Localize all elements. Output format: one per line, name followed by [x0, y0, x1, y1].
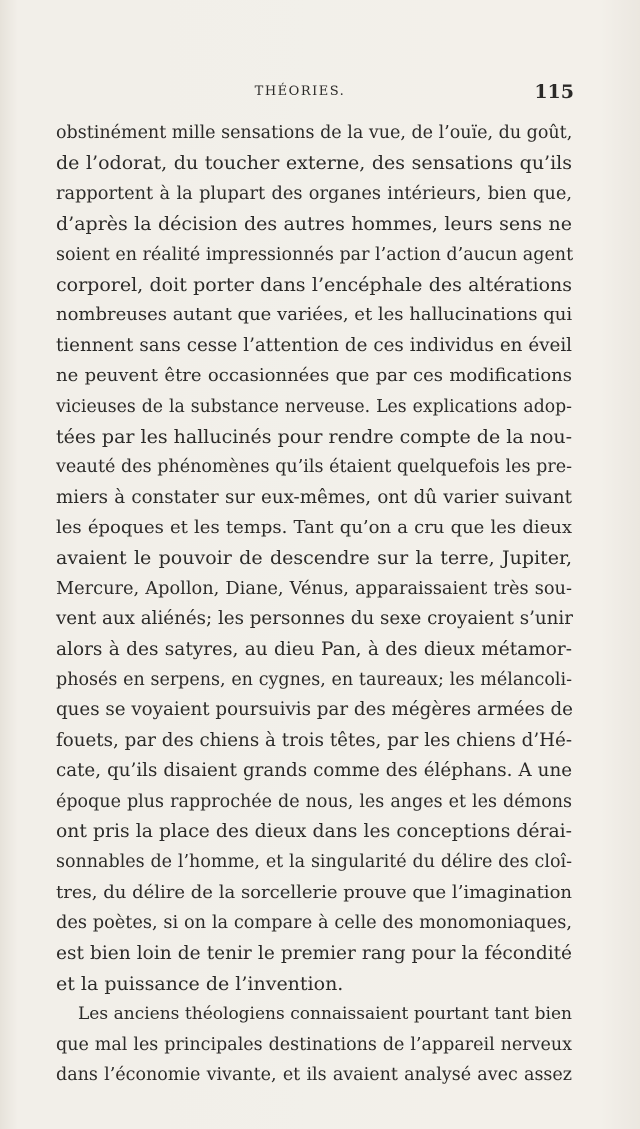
text-line: des poètes, si on la compare à celle des monomoniaques, — [56, 913, 572, 934]
text-line: veauté des phénomènes qu’ils étaient quelquefois les pre- — [56, 457, 572, 478]
text-line: corporel, doit porter dans l’encéphale des altérations — [56, 273, 572, 296]
text-line: fouets, par des chiens à trois têtes, par les chiens d’Hé- — [56, 729, 572, 751]
text-line: est bien loin de tenir le premier rang pour la fécondité — [56, 942, 572, 964]
text-line: nombreuses autant que variées, et les hallucinations qui — [56, 304, 573, 326]
text-line: et la puissance de l’invention. — [56, 972, 344, 995]
text-line: obstinément mille sensations de la vue, de l’ouïe, du goût, — [56, 123, 573, 143]
text-line: ques se voyaient poursuivis par des mégères armées de — [56, 699, 573, 721]
text-line: avaient le pouvoir de descendre sur la terre, Jupiter, — [56, 547, 572, 570]
text-line: phosés en serpens, en cygnes, en taureaux; les mélancoli- — [56, 670, 572, 691]
running-title: THÉORIES. — [254, 84, 346, 99]
text-line: miers à constater sur eux-mêmes, ont dû varier suivant — [56, 486, 572, 508]
text-line: alors à des satyres, au dieu Pan, à des dieux métamor- — [56, 638, 572, 660]
text-line: vicieuses de la substance nerveuse. Les explications adop- — [56, 396, 572, 417]
page-header — [0, 81, 640, 108]
text-line: Mercure, Apollon, Diane, Vénus, apparaissaient très sou- — [56, 578, 572, 599]
text-line: vent aux aliénés; les personnes du sexe croyaient s’unir — [56, 608, 573, 630]
text-line: Les anciens théologiens connaissaient pourtant tant bien — [78, 1004, 572, 1025]
text-line: que mal les principales destinations de l’appareil nerveux — [56, 1034, 572, 1055]
text-line: rapportent à la plupart des organes intérieurs, bien que, — [56, 183, 572, 204]
page-number: 115 — [534, 81, 574, 103]
text-line: cate, qu’ils disaient grands comme des éléphans. A une — [56, 760, 572, 782]
text-line: tiennent sans cesse l’attention de ces individus en éveil — [56, 334, 572, 356]
text-line: de l’odorat, du toucher externe, des sensations qu’ils — [56, 152, 572, 175]
text-line: tées par les hallucinés pour rendre compte de la nou- — [56, 425, 573, 448]
text-line: sonnables de l’homme, et la singularité du délire des cloî- — [56, 852, 572, 873]
text-line: tres, du délire de la sorcellerie prouve que l’imagination — [56, 881, 572, 903]
text-line: soient en réalité impressionnés par l’action d’aucun agent — [56, 244, 574, 265]
text-line: dans l’économie vivante, et ils avaient analysé avec assez — [56, 1065, 572, 1086]
text-line: d’après la décision des autres hommes, leurs sens ne — [56, 213, 572, 236]
text-line: époque plus rapprochée de nous, les anges et les démons — [56, 791, 572, 812]
text-line: les époques et les temps. Tant qu’on a cru que les dieux — [56, 517, 572, 539]
body-text — [56, 118, 572, 1091]
text-line: ne peuvent être occasionnées que par ces modifications — [56, 365, 572, 387]
text-line: ont pris la place des dieux dans les conceptions dérai- — [56, 820, 572, 842]
